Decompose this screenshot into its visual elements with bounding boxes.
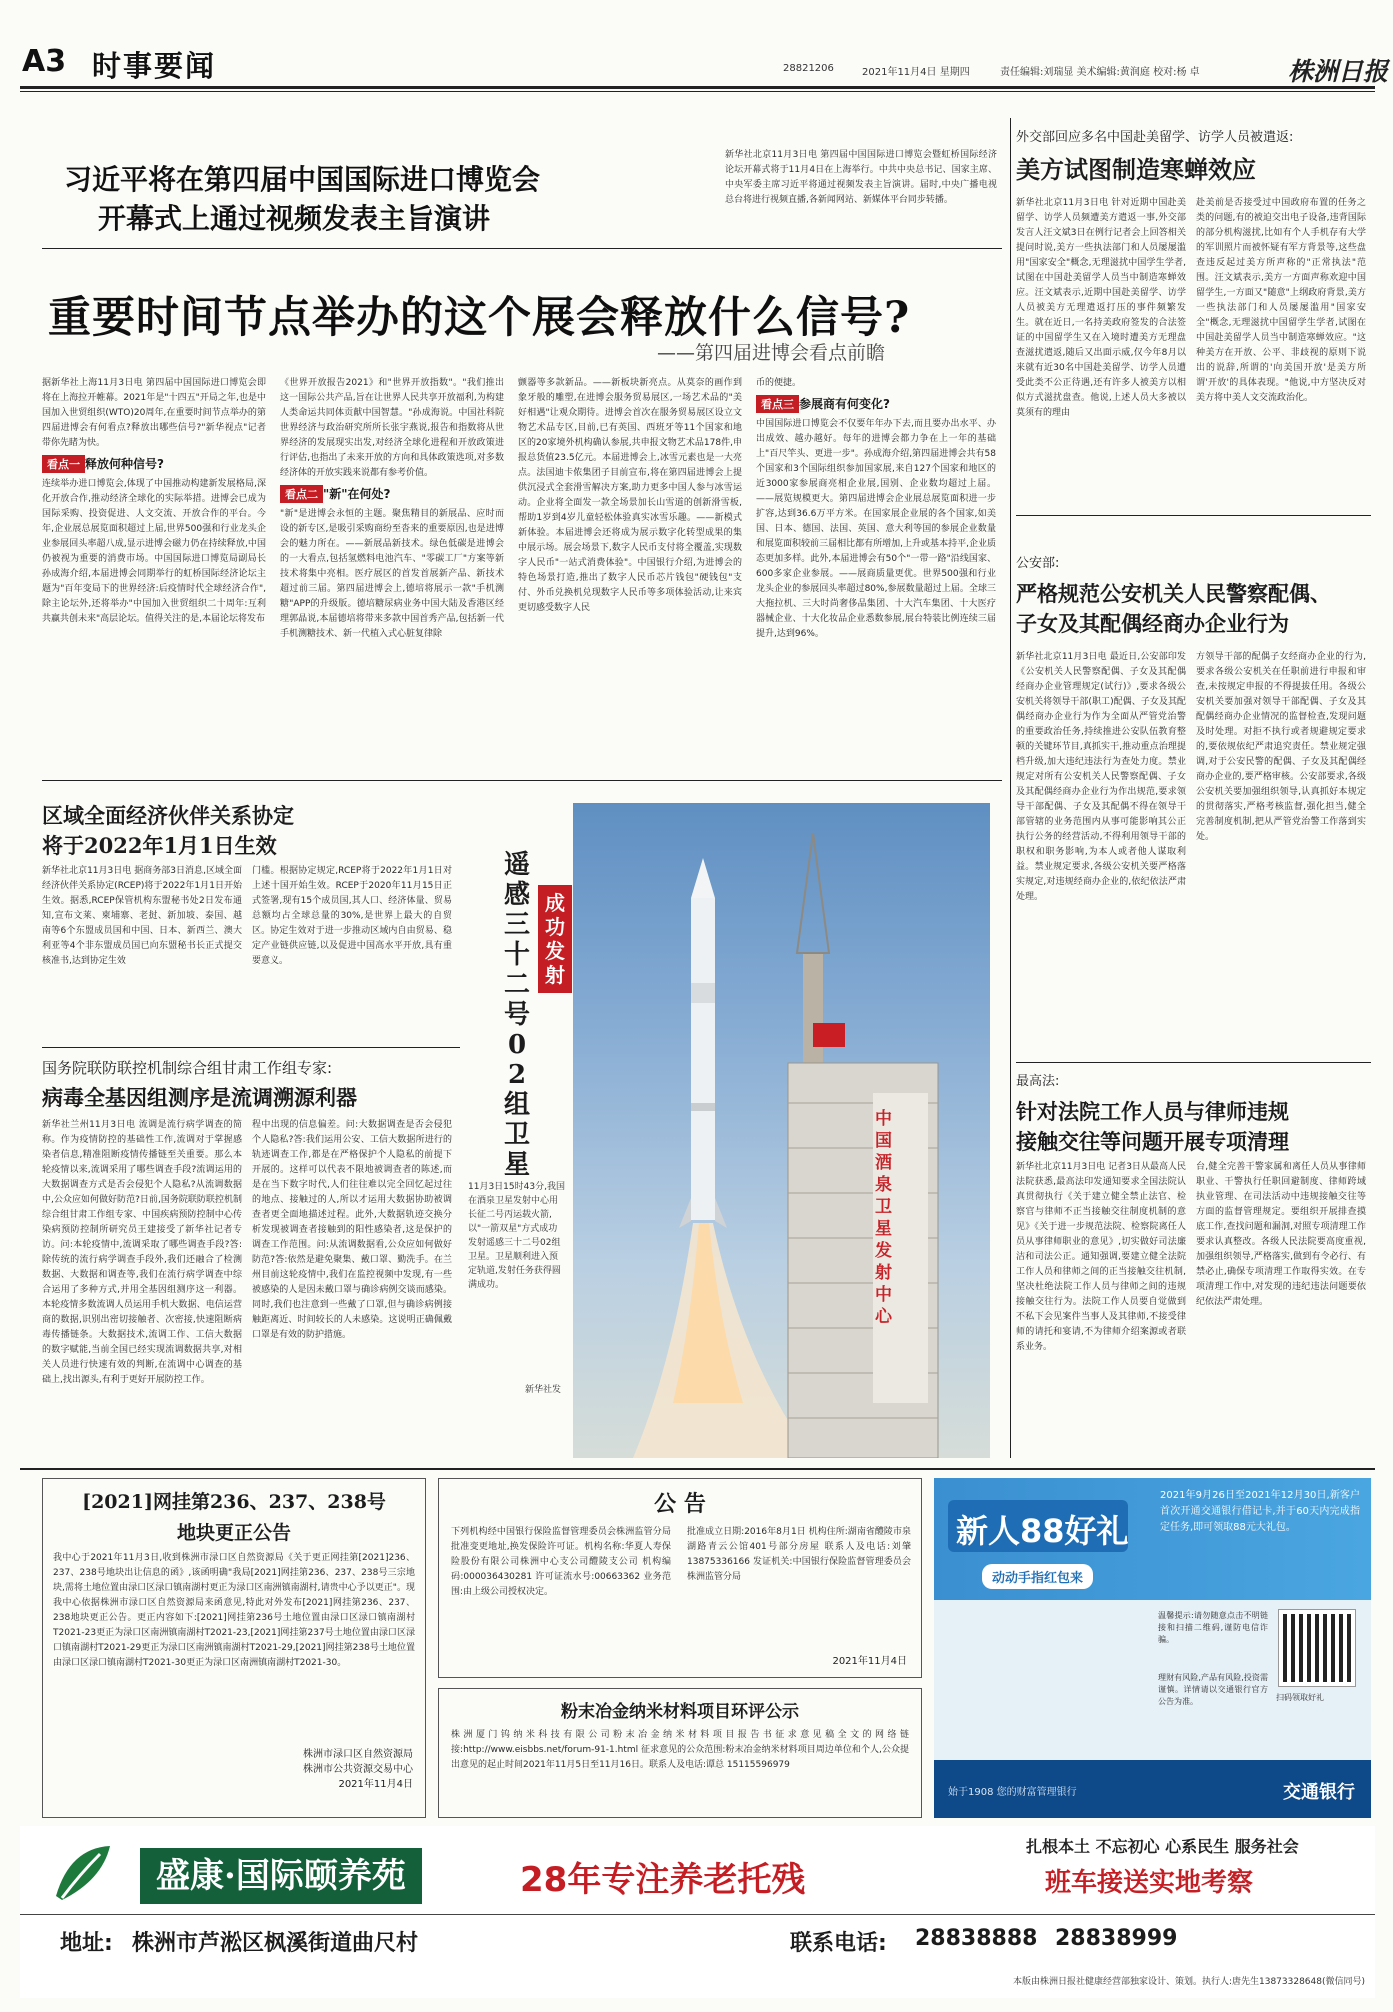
expo-col3: 颤器等多款新品。——新板块新亮点。从莫奈的画作到象牙般的雕塑,在进博会服务贸易展区,一场艺术品的"美好相遇"让观众期待。进博会首次在服务贸易展区设立文物艺术品专区,目前,已有英国、西班牙等11个国家和地区的20家境外机构确认参展,共申报文物艺术品178件,申报总货值23.5亿元。本届进博会上,冰雪元素也是一大亮点。法国迪卡侬集团子目前宣布,将在第四届进博会上提供沉浸式全套滑雪解决方案,助力更多中国人参与冰雪运动。企业将全面发一款全场景加长山雪道的创新滑雪板,帮助1岁到4岁儿童轻松体验真实冰雪乐趣。——新模式新体验。本届进博会还将成为展示数字化转型成果的集中展示场。展会场景下,数字人民币支付将全覆盖,实现数字人民币"一站式消费体验"。中国银行介绍,为进博会的特色场景打造,推出了数字人民币芯片钱包"硬钱包"支付、外币兑换机兑现数字人民币等多项体验活动,让来宾更切感受数字人民 xyxy=(518,378,742,613)
leaf-logo-icon xyxy=(50,1840,116,1906)
envoy-col1: 新华社北京11月3日电 针对近期中国赴美留学、访学人员频遭美方遣返一事,外交部发言人汪文斌3日在例行记者会上回答相关提问时说,美方一些执法部门和人员屡屡滥用"国家安全"概念,无理滋扰中国学生学者,试图在中国赴美留学人员当中制造寒蝉效应。汪文斌表示,近期中国赴美留学、访学人员被美方无理遣返打压的事件频繁发生。就在近日,一名持美政府签发的合法签证的中国留学生又在入境时遭美方无理盘查滋扰遣返,随后又出面示威,仅今年8月以来就有近30名中国赴美留学、访学人员遭受此类不公正待遇,还有许多人被美方以相似方式滋扰盘查。他说,上述人员大多被以莫须有的理由 xyxy=(1016,198,1186,418)
bank-ad-period: 2021年9月26日至2021年12月30日,新客户首次开通交通银行借记卡,并于60天内完成指定任务,即可领取88元大礼包。 xyxy=(1160,1490,1360,1533)
page-number: A3 xyxy=(22,44,67,79)
land-notice xyxy=(42,1478,426,1818)
article-xi-title: 习近平将在第四届中国国际进口博览会 xyxy=(64,163,541,196)
expo-col1b: 连续举办进口博览会,体现了中国推动构建新发展格局,深化开放合作,推动经济全球化的实际举措。进博会已成为国际采购、投资促进、人文交流、开放合作的平台。今年,企业展总展览面积超过上届,世界500强和行业龙头企业参展回头率超八成,显示进博会磁力仍在持续释放,中国仍被视为重要的消费市场。中国国际进口博览局副局长孙成海介绍,本届进博会同期举行的虹桥国际经济论坛主题为"百年变局下的世界经济:后疫情时代全球经济合作",除主论坛外,还将举办"中国加入世贸组织二十周年:互利共赢共创未来"高层论坛。值得关注的是,本届论坛将发布 xyxy=(42,479,266,624)
article-virus-title: 病毒全基因组测序是流调溯源利器 xyxy=(42,1085,357,1110)
expo-point1-tag: 看点一 xyxy=(42,455,85,473)
expo-point3-tag: 看点三 xyxy=(756,395,799,413)
eldercare-phone-1: 28838888 xyxy=(915,1926,1038,1951)
land-notice-sign1: 株洲市渌口区自然资源局 xyxy=(303,1749,413,1760)
header-editors: 责任编辑:刘瑞显 美术编辑:黄润庭 校对:杨 卓 xyxy=(1000,67,1200,78)
insurance-notice-right: 批准成立日期:2016年8月1日 机构住所:湖南省醴陵市泉湖路青云公馆401号部分房屋 联系人及电话:刘肇 13875336166 发证机关:中国银行保险监督管理委员会株洲监管分局 xyxy=(687,1527,911,1582)
photo-caption: 11月3日15时43分,我国在酒泉卫星发射中心用长征二号丙运载火箭,以"一箭双星"方式成功发射遥感三十二号02组卫星。卫星顺利进入预定轨道,发射任务获得圆满成功。 xyxy=(468,1182,565,1290)
photo-title: 遥感三十二号02组卫星 xyxy=(503,850,530,1180)
land-notice-title: [2021]网挂第236、237、238号 xyxy=(82,1491,386,1513)
expo-point1-title: 释放何种信号? xyxy=(85,457,164,471)
envoy-col2: 赴美前是否接受过中国政府布置的任务之类的问题,有的被迫交出电子设备,违背国际的部分机构滋扰,比如有个人手机存有大学的军训照片而被怀疑有军方背景等,这些盘查违反起过美方所声称的"正常执法"范围。汪文斌表示,美方一方面声称欢迎中国留学生,一方面又"随意"上纲政府背景,美方一些执法部门和人员屡屡滥用"国家安全"概念,无理滋扰中国留学生学者,试图在中国赴美留学人员当中制造寒蝉效应。"这种美方在开放、公平、非歧视的原则下说出的说辞,所谓的'向美国开放'是美方所谓'开放'的具体表现。"他说,中方坚决反对美方将中美人文交流政治化。 xyxy=(1196,198,1366,403)
police-col2: 方领导干部的配偶子女经商办企业的行为,要求各级公安机关在任职前进行申报和审查,未按规定申报的不得提拔任用。各级公安机关要加强对领导干部配偶、子女及其配偶经商办企业情况的监督检查,发现问题及时处理。对拒不执行或者规避规定要求的,要依规依纪严肃追究责任。禁业规定强调,对于公安民警的配偶、子女及其配偶经商办企业的,要严格审核。公安部要求,各级公安机关要加强组织领导,认真抓好本规定的贯彻落实,严格考核监督,强化担当,健全完善制度机制,把从严管党治警工作落到实处。 xyxy=(1196,652,1366,842)
photo-credit: 新华社发 xyxy=(525,1385,562,1395)
header-date: 2021年11月4日 星期四 xyxy=(862,67,970,78)
article-expo-subtitle: ——第四届进博会看点前瞻 xyxy=(657,342,886,364)
eldercare-address: 株洲市芦淞区枫溪街道曲尺村 xyxy=(132,1931,419,1956)
land-notice-date: 2021年11月4日 xyxy=(338,1779,413,1790)
article-xi-body: 新华社北京11月3日电 第四届中国国际进口博览会暨虹桥国际经济论坛开幕式将于11月4日在上海举行。中共中央总书记、国家主席、中央军委主席习近平将通过视频发表主旨演讲。届时,中央广播电视总台将进行视频直播,各新闻网站、新媒体平台同步转播。 xyxy=(725,150,997,205)
court-col2: 台,健全完善干警家属和离任人员从事律师职业、干警执行任职回避制度、律师跨域执业管理、在司法活动中违规接触交往等方面的监督管理规定。要组织开展排查摸底工作,查找问题和漏洞,对照专项清理工作要求认真整改。各级人民法院要高度重视,加强组织领导,严格落实,做到有令必行、有禁必止,确保专项清理工作取得实效。在专项清理工作中,对发现的违纪违法问题要依纪依法严肃处理。 xyxy=(1196,1162,1366,1307)
article-expo-title: 重要时间节点举办的这个展会释放什么信号? xyxy=(48,293,911,343)
eldercare-footer: 本版由株洲日报社健康经营部独家设计、策划。执行人:唐先生13873328648(微信同号) xyxy=(1012,1977,1365,1987)
env-notice-title: 粉末冶金纳米材料项目环评公示 xyxy=(561,1702,799,1722)
bank-ad-warning: 温馨提示:请勿随意点击不明链接和扫描二维码,谨防电信诈骗。 xyxy=(1158,1611,1268,1644)
article-virus-kicker: 国务院联防联控机制综合组甘肃工作组专家: xyxy=(42,1059,333,1077)
land-notice-sign2: 株洲市公共资源交易中心 xyxy=(303,1764,413,1775)
rcep-col1: 新华社北京11月3日电 据商务部3日消息,区域全面经济伙伴关系协定(RCEP)将于2022年1月1日开始生效。据悉,RCEP保管机构东盟秘书处2日发布通知,宣布文莱、柬埔寨、老挝、新加坡、泰国、越南等6个东盟成员国和中国、日本、新西兰、澳大利亚等4个非东盟成员国已向东盟秘书长正式提交核准书,达到协定生效 xyxy=(42,866,242,966)
insurance-notice-left: 下列机构经中国银行保险监督管理委员会株洲监管分局批准变更地址,换发保险许可证。机构名称:华夏人寿保险股份有限公司株洲中心支公司醴陵支公司 机构编码:000036430281 许可证流水号:00663362 业务范围:由上级公司授权决定。 xyxy=(451,1527,671,1597)
bank-ad-slogan: 始于1908 您的财富管理银行 xyxy=(948,1787,1077,1798)
eldercare-slogan: 28年专注养老托残 xyxy=(520,1860,806,1900)
rcep-col2: 门槛。根据协定规定,RCEP将于2022年1月1日对上述十国开始生效。RCEP于2020年11月15日正式签署,现有15个成员国,其人口、经济体量、贸易总额均占全球总量的30%,是世界上最大的自贸区。协定生效对于进一步推动区域内自由贸易、稳定产业链供应链,以及促进中国高水平开放,具有重要意义。 xyxy=(252,866,452,966)
eldercare-address-label: 地址: xyxy=(60,1931,113,1956)
insurance-notice-title: 公 告 xyxy=(654,1491,706,1517)
article-rcep-title-2: 将于2022年1月1日生效 xyxy=(42,833,277,858)
expo-col2b: "新"是进博会永恒的主题。聚焦精目的新展品、应时而设的新专区,是吸引采购商纷至沓来的重要原因,也是进博会的魅力所在。——新展品新技术。绿色低碳是进博会的一大看点,包括氢燃料电池汽车、"零碳工厂"方案等新技术将集中亮相。医疗展区的首发首展新产品、新技术超过前三届。第四届进博会上,德培将展示一款"手机测糖"APP的升级版。德培糖尿病业务中国大陆及香港区经理郭晶说,本届德培将带来多款中国首秀产品,包括新一代手机测糖技术、新一代植入式心脏复律除 xyxy=(280,509,504,639)
insurance-notice-date: 2021年11月4日 xyxy=(832,1656,907,1667)
photo-tower-text: 中国酒泉卫星发射中心 xyxy=(875,1109,892,1327)
bank-ad-qr-caption: 扫码领取好礼 xyxy=(1276,1693,1324,1702)
eldercare-phone-2: 28838999 xyxy=(1055,1926,1178,1951)
expo-point3-title: 参展商有何变化? xyxy=(799,397,890,411)
court-col1: 新华社北京11月3日电 记者3日从最高人民法院获悉,最高法印发通知要求全国法院认真贯彻执行《关于建立健全禁止法官、检察官与律师不正当接触交往制度机制的意见》《关于进一步规范法院、检察院离任人员从事律师职业的意见》,切实做好司法廉洁和司法公正。通知强调,要建立健全法院工作人员和律师之间的正当接触交往机制,坚决杜绝法院工作人员与律师之间的违规接触交往行为。法院工作人员要自觉做到不私下会见案件当事人及其律师,不接受律师的请托和宴请,不为律师介绍案源或者联系业务。 xyxy=(1016,1162,1186,1352)
expo-point2-title: "新"在何处? xyxy=(323,487,391,501)
expo-col1: 据新华社上海11月3日电 第四届中国国际进口博览会即将在上海拉开帷幕。2021年是"十四五"开局之年,也是中国加入世贸组织(WTO)20周年,在重要时间节点举办的第四届进博会有何看点?释放出哪些信号?"新华视点"记者带你先睹为快。 xyxy=(42,378,266,448)
article-court-kicker: 最高法: xyxy=(1016,1074,1060,1089)
eldercare-phone-label: 联系电话: xyxy=(790,1931,887,1956)
bank-ad-headline: 新人88好礼 xyxy=(956,1512,1129,1550)
section-name: 时事要闻 xyxy=(92,49,217,83)
article-police-title: 严格规范公安机关人民警察配偶、 xyxy=(1016,581,1331,606)
article-xi-title-2: 开幕式上通过视频发表主旨演讲 xyxy=(98,202,491,235)
header-logo: 株洲日报 xyxy=(1288,57,1389,86)
bank-ad-note: 理财有风险,产品有风险,投资需谨慎。详情请以交通银行官方公告为准。 xyxy=(1158,1673,1268,1706)
bank-ad xyxy=(934,1478,1371,1818)
land-notice-body: 我中心于2021年11月3日,收到株洲市渌口区自然资源局《关于更正网挂第[2021]236、237、238号地块出让信息的函》,该函明确"我局[2021]网挂第236、237、238号三宗地块,需将土地位置由渌口区渌口镇南湖村更正为渌口区南洲镇南湖村,请贵中心予以更正"。现我中心依据株洲市渌口区自然资源局来函意见,特此对外发布[2021]网挂第236、237、238地块更正公告。更正内容如下:[2021]网挂第236号土地位置由渌口区渌口镇南湖村T2021-23更正为渌口区南洲镇南湖村T2021-23,[2021]网挂第237号土地位置由渌口区渌口镇南湖村T2021-29更正为渌口区南洲镇南湖村T2021-29,[2021]网挂第238号土地位置由渌口区渌口镇南湖村T2021-30更正为渌口区南洲镇南湖村T2021-30。 xyxy=(53,1553,415,1668)
land-notice-title-2: 地块更正公告 xyxy=(176,1522,291,1544)
eldercare-motto: 扎根本土 不忘初心 心系民生 服务社会 xyxy=(1026,1837,1299,1856)
article-police-title-2: 子女及其配偶经商办企业行为 xyxy=(1016,611,1289,636)
insurance-notice xyxy=(438,1478,922,1678)
expo-point2-tag: 看点二 xyxy=(280,485,323,503)
expo-col4: 币的便捷。 xyxy=(756,378,802,388)
header-rule xyxy=(20,86,1375,89)
rocket-illustration xyxy=(573,803,990,1458)
article-rcep-title: 区域全面经济伙伴关系协定 xyxy=(42,803,294,828)
article-police-kicker: 公安部: xyxy=(1016,556,1060,571)
eldercare-brand: 盛康·国际颐养苑 xyxy=(140,1848,422,1904)
article-court-title-2: 接触交往等问题开展专项清理 xyxy=(1016,1129,1289,1154)
bank-ad-qr[interactable] xyxy=(1279,1610,1355,1686)
env-notice-body: 株洲厦门钨纳米科技有限公司粉末冶金纳米材料项目报告书征求意见稿全文的网络链接:http://www.eisbbs.net/forum-91-1.html 征求意见的公众范围:粉末冶金纳米材料项目周边单位和个人,公众提出意见的起止时间2021年11月5日至11月16日。联系人及电话:谭总 15115596979 xyxy=(451,1730,909,1770)
eldercare-ad xyxy=(20,1826,1375,1998)
police-col1: 新华社北京11月3日电 最近日,公安部印发《公安机关人民警察配偶、子女及其配偶经商办企业管理规定(试行)》,要求各级公安机关将领导干部(职工)配偶、子女及其配偶经商办企业行为作为全面从严管党治警的重要政治任务,持续推进公安队伍教育整顿的关键环节目,真抓实干,推动重点治理提档升级,加大违纪违法行为查处力度。禁业规定对所有公安机关人民警察配偶、子女及其配偶经商办企业行为作出规范,要求领导干部配偶、子女及其配偶不得在领导干部管辖的业务范围内从事可能影响其公正执行公务的经营活动,不得利用领导干部的职权和职务影响,为本人或者他人谋取利益。禁业规定要求,各级公安机关要严格落实规定,对违规经商办企业的,依纪依法严肃处理。 xyxy=(1016,652,1186,902)
photo-title-tag: 成功发射 xyxy=(538,885,572,993)
bank-ad-sub: 动动手指红包来 xyxy=(982,1564,1093,1589)
rocket-photo xyxy=(573,803,990,1458)
virus-col2: 程中出现的信息偏差。问:大数据调查是否会侵犯个人隐私?答:我们运用公安、工信大数据所进行的轨迹调查工作,都是在严格保护个人隐私的前提下开展的。这样可以代表不限地被调查者的陈述,而是在当下数字时代,人们往往难以完全回忆起过往的地点、接触过的人,所以才运用大数据协助被调查者更全面地描述过程。此外,大数据轨迹交换分析发现被调查者接触到的阳性感染者,这是保护的调查工作范围。问:从流调数据看,公众应如何做好防范?答:依然是避免聚集、戴口罩、勤洗手。在兰州目前这轮疫情中,我们在监控视频中发现,有一些被感染的人是因未戴口罩与确诊病例交谈而感染。同时,我们也注意到一些戴了口罩,但与确诊病例接触距离近、时间较长的人未感染。这说明正确佩戴口罩是有效的防护措施。 xyxy=(252,1120,452,1340)
eldercare-pickup: 班车接送实地考察 xyxy=(1045,1868,1254,1898)
article-envoy-title: 美方试图制造寒蝉效应 xyxy=(1016,155,1256,184)
header-phone: 28821206 xyxy=(783,63,834,74)
virus-col1: 新华社兰州11月3日电 流调是流行病学调查的简称。作为疫情防控的基础性工作,流调对于掌握感染者信息,精准阻断疫情传播链至关重要。那么本轮疫情以来,流调采用了哪些调查手段?流调运用的大数据调查方式是否会侵犯个人隐私?从流调数据中,公众应如何做好防范?日前,国务院联防联控机制综合组甘肃工作组专家、中国疾病预防控制中心传染病预防控制所研究员王建接受了新华社记者专访。问:本轮疫情中,流调采取了哪些调查手段?答:除传统的流行病学调查手段外,我们还融合了检测数据、大数据和调查等,我们在流行病学调查中综合运用了多种方式,并用全基因组测序这一利器。本轮疫情多数流调人员运用手机大数据、电信运营商的数据,识别出密切接触者、次密接,快速阻断病毒传播链条。大数据技术,流调工作、工信大数据的数字赋能,当前全国已经实现流调数据共享,对相关人员进行快速有效的判断,在流调中心调查的基础上,找出源头,有利于更好开展防控工作。 xyxy=(42,1120,242,1385)
article-court-title: 针对法院工作人员与律师违规 xyxy=(1016,1099,1289,1124)
env-notice xyxy=(438,1688,922,1818)
bank-ad-brand: 交通银行 xyxy=(1283,1782,1355,1803)
expo-col4b: 中国国际进口博览会不仅要年年办下去,而且要办出水平、办出成效、越办越好。每年的进博会都力争在上一年的基础上"百尺竿头、更进一步"。孙成海介绍,第四届进博会共有58个国家和3个国际组织参加国家展,来自127个国家和地区的近3000家参展商亮相企业展,国别、企业数均超过上届。——展览规模更大。第四届进博会企业展总展览面积进一步扩容,达到36.6万平方米。在国家展企业展的各个国家,如美国、日本、德国、法国、英国、意大利等国的参展企业数量和展览面积较前三届相比都有所增加,上升或基本持平,企业质态更加多样。此外,本届进博会有50个"一带一路"沿线国家、600多家企业参展。——展商质量更优。世界500强和行业龙头企业的参展回头率超过80%,参展数量超过上届。全球三大拖拉机、三大时尚奢侈品集团、十大汽车集团、十大医疗器械企业、十大化妆品企业悉数参展,展台特装比例连续三届提升,达到96%。 xyxy=(756,419,996,639)
article-envoy-kicker: 外交部回应多名中国赴美留学、访学人员被遣返: xyxy=(1016,130,1294,145)
expo-col2: 《世界开放报告2021》和"世界开放指数"。"我们推出这一国际公共产品,旨在让世界人民共享开放福利,为构建人类命运共同体贡献中国智慧。"孙成海说。中国社科院世界经济与政治研究所所长张宇燕说,报告和指数将从世界经济的发展现实出发,对经济全球化进程和开放政策进行评估,也指出了未来开放的方向和具体政策选项,对多数经济体的开放实践来说都有参考价值。 xyxy=(280,378,504,478)
